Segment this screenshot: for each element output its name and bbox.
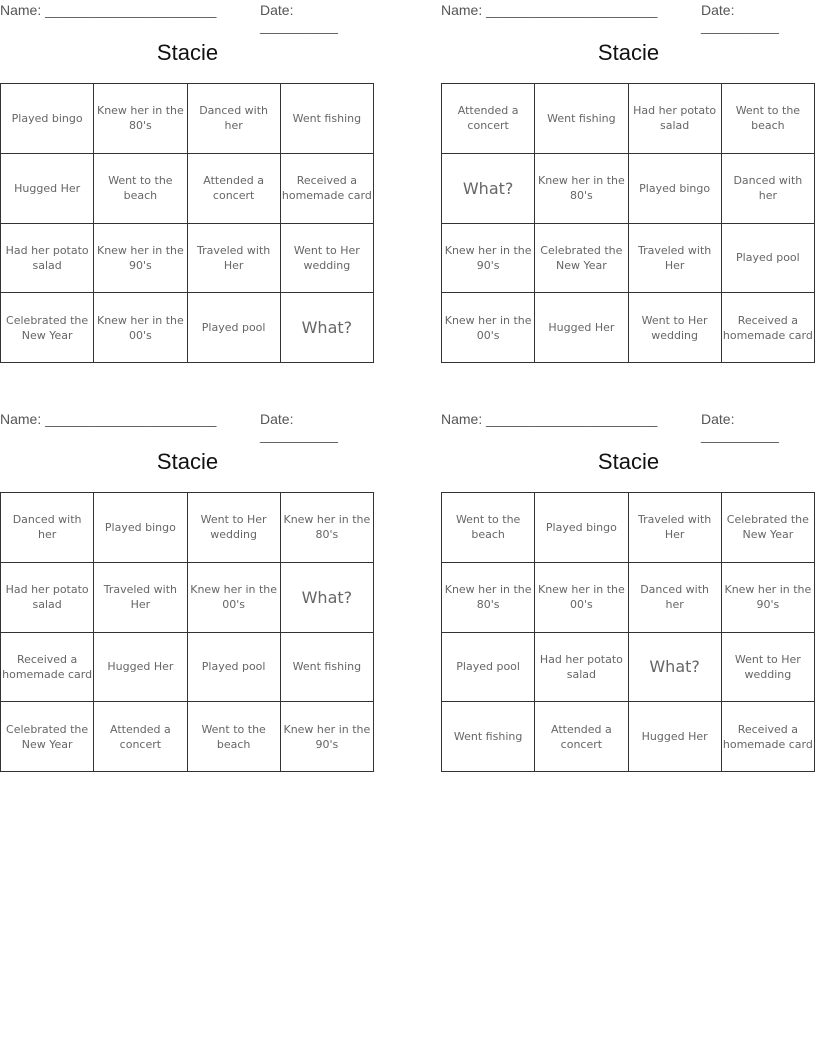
bingo-cell: Went to Her wedding bbox=[188, 493, 281, 563]
bingo-grid bbox=[441, 492, 815, 772]
name-field-label: Name: ______________________ bbox=[441, 2, 658, 18]
bingo-cell: Went to the beach bbox=[94, 154, 187, 224]
bingo-cell: Played pool bbox=[442, 633, 535, 703]
bingo-grid bbox=[441, 83, 815, 363]
card-header bbox=[0, 0, 375, 34]
bingo-cell: Knew her in the 90's bbox=[722, 563, 815, 633]
bingo-cell: Went to the beach bbox=[722, 84, 815, 154]
bingo-cell: Received a homemade card bbox=[722, 293, 815, 363]
date-field-label: Date: __________ bbox=[701, 411, 779, 443]
bingo-grid bbox=[0, 492, 374, 772]
bingo-cell: Had her potato salad bbox=[1, 563, 94, 633]
date-field-label: Date: __________ bbox=[701, 2, 779, 34]
bingo-cell: Went to the beach bbox=[442, 493, 535, 563]
bingo-cell: Played bingo bbox=[1, 84, 94, 154]
bingo-cell: Knew her in the 90's bbox=[94, 224, 187, 294]
bingo-cell: Attended a concert bbox=[94, 702, 187, 772]
card-title: Stacie bbox=[597, 449, 660, 474]
date-field-label: Date: __________ bbox=[260, 411, 338, 443]
bingo-cell: Received a homemade card bbox=[1, 633, 94, 703]
bingo-cell: Played pool bbox=[188, 633, 281, 703]
bingo-cell: Knew her in the 00's bbox=[535, 563, 628, 633]
bingo-cell: Danced with her bbox=[722, 154, 815, 224]
bingo-cell: Went fishing bbox=[281, 633, 374, 703]
bingo-free-cell: What? bbox=[442, 154, 535, 224]
bingo-cell: Went to Her wedding bbox=[281, 224, 374, 294]
bingo-cell: Knew her in the 00's bbox=[442, 293, 535, 363]
bingo-cell: Danced with her bbox=[1, 493, 94, 563]
bingo-cell: Attended a concert bbox=[535, 702, 628, 772]
bingo-cell: Attended a concert bbox=[188, 154, 281, 224]
bingo-cell: Celebrated the New Year bbox=[722, 493, 815, 563]
bingo-cell: Danced with her bbox=[188, 84, 281, 154]
bingo-cell: Played bingo bbox=[629, 154, 722, 224]
bingo-cell: Went fishing bbox=[442, 702, 535, 772]
bingo-cell: Went to the beach bbox=[188, 702, 281, 772]
bingo-free-cell: What? bbox=[281, 563, 374, 633]
bingo-cell: Went to Her wedding bbox=[629, 293, 722, 363]
card-title: Stacie bbox=[156, 40, 219, 65]
bingo-cell: Knew her in the 90's bbox=[442, 224, 535, 294]
bingo-cell: Played pool bbox=[188, 293, 281, 363]
card-header bbox=[441, 0, 816, 34]
bingo-cell: Traveled with Her bbox=[94, 563, 187, 633]
bingo-cell: Had her potato salad bbox=[535, 633, 628, 703]
bingo-cell: Knew her in the 80's bbox=[281, 493, 374, 563]
bingo-cell: Played pool bbox=[722, 224, 815, 294]
bingo-cell: Went to Her wedding bbox=[722, 633, 815, 703]
card-header bbox=[441, 409, 816, 443]
bingo-grid bbox=[0, 83, 374, 363]
bingo-cell: Traveled with Her bbox=[629, 493, 722, 563]
bingo-cell: Knew her in the 00's bbox=[94, 293, 187, 363]
bingo-cell: Played bingo bbox=[535, 493, 628, 563]
bingo-cell: Attended a concert bbox=[442, 84, 535, 154]
name-field-label: Name: ______________________ bbox=[441, 411, 658, 427]
name-field-label: Name: ______________________ bbox=[0, 411, 217, 427]
bingo-cell: Knew her in the 80's bbox=[94, 84, 187, 154]
bingo-cell: Traveled with Her bbox=[629, 224, 722, 294]
bingo-cell: Knew her in the 80's bbox=[535, 154, 628, 224]
name-field-label: Name: ______________________ bbox=[0, 2, 217, 18]
card-title: Stacie bbox=[597, 40, 660, 65]
bingo-cell: Went fishing bbox=[281, 84, 374, 154]
bingo-cell: Celebrated the New Year bbox=[1, 702, 94, 772]
bingo-cell: Played bingo bbox=[94, 493, 187, 563]
bingo-cell: Received a homemade card bbox=[281, 154, 374, 224]
card-header bbox=[0, 409, 375, 443]
bingo-cell: Traveled with Her bbox=[188, 224, 281, 294]
bingo-cell: Knew her in the 00's bbox=[188, 563, 281, 633]
bingo-free-cell: What? bbox=[281, 293, 374, 363]
bingo-cell: Hugged Her bbox=[535, 293, 628, 363]
bingo-cell: Danced with her bbox=[629, 563, 722, 633]
bingo-cell: Hugged Her bbox=[629, 702, 722, 772]
bingo-cell: Knew her in the 80's bbox=[442, 563, 535, 633]
bingo-cell: Hugged Her bbox=[1, 154, 94, 224]
bingo-cell: Hugged Her bbox=[94, 633, 187, 703]
bingo-cell: Celebrated the New Year bbox=[535, 224, 628, 294]
bingo-cell: Had her potato salad bbox=[1, 224, 94, 294]
bingo-cell: Went fishing bbox=[535, 84, 628, 154]
card-title: Stacie bbox=[156, 449, 219, 474]
bingo-cell: Celebrated the New Year bbox=[1, 293, 94, 363]
bingo-cell: Knew her in the 90's bbox=[281, 702, 374, 772]
bingo-free-cell: What? bbox=[629, 633, 722, 703]
bingo-cell: Received a homemade card bbox=[722, 702, 815, 772]
bingo-cell: Had her potato salad bbox=[629, 84, 722, 154]
date-field-label: Date: __________ bbox=[260, 2, 338, 34]
